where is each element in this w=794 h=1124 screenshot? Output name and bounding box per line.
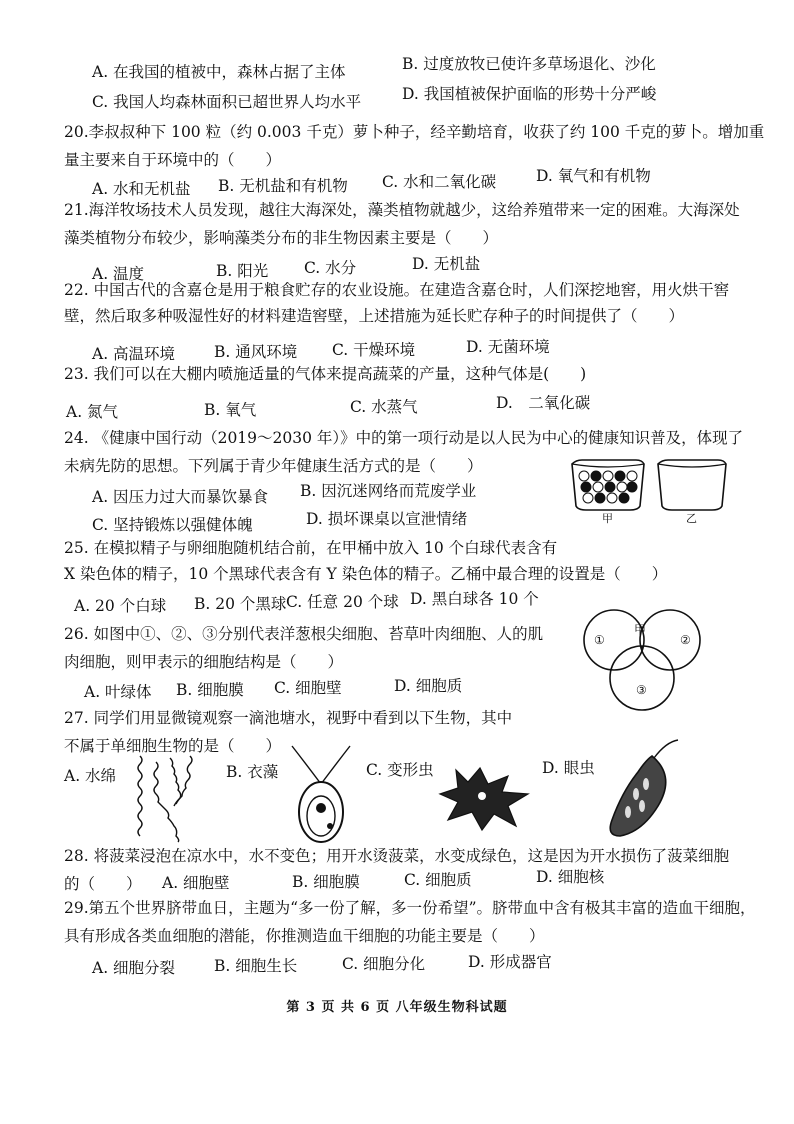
q24-option-c: C. 坚持锻炼以强健体魄: [92, 516, 253, 534]
q25-stem-line1: 25. 在模拟精子与卵细胞随机结合前，在甲桶中放入 10 个白球代表含有: [64, 539, 558, 557]
q28-option-c: C. 细胞质: [404, 871, 472, 889]
q24-stem-line2: 未病先防的思想。下列属于青少年健康生活方式的是（ ）: [64, 457, 483, 475]
euglena-figure: [596, 736, 686, 842]
bucket-jia-label: 甲: [602, 512, 613, 524]
q28-option-d: D. 细胞核: [536, 868, 605, 886]
q27-stem-line1: 27. 同学们用显微镜观察一滴池塘水，视野中看到以下生物，其中: [64, 709, 513, 727]
q26-option-a: A. 叶绿体: [84, 683, 152, 701]
spirogyra-figure: [130, 752, 210, 844]
chlamydomonas-figure: [286, 744, 356, 848]
q29-stem-line2: 具有形成各类血细胞的潜能，你推测造血干细胞的功能主要是（ ）: [64, 927, 545, 945]
q27-option-c: C. 变形虫: [366, 761, 434, 779]
bucket-jia: [572, 460, 644, 510]
q21-stem-line1: 21.海洋牧场技术人员发现，越往大海深处，藻类植物就越少，这给养殖带来一定的困难。大海深处: [64, 201, 740, 219]
q26-stem-line2: 肉细胞，则甲表示的细胞结构是（ ）: [64, 653, 344, 671]
q26-stem-line1: 26. 如图中①、②、③分别代表洋葱根尖细胞、苔草叶肉细胞、人的肌: [64, 625, 544, 643]
q24-option-a: A. 因压力过大而暴饮暴食: [92, 488, 269, 506]
q27-option-d: D. 眼虫: [542, 759, 595, 777]
q24-option-d: D. 损坏课桌以宣泄情绪: [306, 510, 468, 528]
q22-option-c: C. 干燥环境: [332, 341, 416, 359]
q28-option-b: B. 细胞膜: [292, 873, 360, 891]
q23-option-b: B. 氧气: [204, 401, 257, 419]
venn-figure-svg: [566, 608, 726, 714]
chlamydomonas-svg: [286, 744, 356, 848]
q29-option-a: A. 细胞分裂: [92, 959, 176, 977]
q25-option-b: B. 20 个黑球: [194, 595, 287, 613]
q26-option-c: C. 细胞壁: [274, 679, 342, 697]
q26-option-b: B. 细胞膜: [176, 681, 244, 699]
q20-option-d: D. 氧气和有机物: [536, 167, 651, 185]
page-footer: 第 3 页 共 6 页 八年级生物科试题: [286, 1000, 508, 1015]
venn-circle-3: [610, 646, 674, 710]
venn-figure: [566, 608, 726, 714]
q25-option-a: A. 20 个白球: [74, 597, 167, 615]
bucket-figure-svg: [566, 452, 736, 524]
q24-option-b: B. 因沉迷网络而荒废学业: [300, 482, 477, 500]
q23-stem: 23. 我们可以在大棚内喷施适量的气体来提高蔬菜的产量，这种气体是( ): [64, 365, 587, 383]
amoeba-svg: [436, 764, 536, 834]
q28-stem-line2: 的（ ）: [64, 875, 142, 893]
q19-option-a: A. 在我国的植被中，森林占据了主体: [92, 63, 346, 81]
venn-label-2: ②: [680, 633, 691, 647]
q27-option-b: B. 衣藻: [226, 763, 279, 781]
q23-option-a: A. 氮气: [66, 403, 119, 421]
q22-option-a: A. 高温环境: [92, 345, 176, 363]
bucket-yi-label: 乙: [686, 512, 697, 524]
q20-stem-line2: 量主要来自于环境中的（ ）: [64, 151, 282, 169]
q27-stem-line2: 不属于单细胞生物的是（ ）: [64, 737, 282, 755]
q21-option-c: C. 水分: [304, 259, 357, 277]
q29-stem-line1: 29.第五个世界脐带血日，主题为“多一份了解，多一份希望”。脐带血中含有极其丰富的造血干细胞，: [64, 899, 756, 917]
q23-option-c: C. 水蒸气: [350, 398, 418, 416]
euglena-svg: [596, 736, 686, 842]
q27-option-a: A. 水绵: [64, 767, 117, 785]
q29-option-c: C. 细胞分化: [342, 955, 426, 973]
q19-option-d: D. 我国植被保护面临的形势十分严峻: [402, 85, 657, 103]
q19-option-c: C. 我国人均森林面积已超世界人均水平: [92, 93, 362, 111]
q29-option-d: D. 形成器官: [468, 953, 552, 971]
q23-option-d: D. 二氧化碳: [496, 394, 591, 412]
q21-stem-line2: 藻类植物分布较少，影响藻类分布的非生物因素主要是（ ）: [64, 229, 499, 247]
q25-option-d: D. 黑白球各 10 个: [410, 590, 539, 608]
q25-option-c: C. 任意 20 个球: [286, 593, 399, 611]
q28-option-a: A. 细胞壁: [162, 874, 230, 892]
q26-option-d: D. 细胞质: [394, 677, 463, 695]
q28-stem-line1: 28. 将菠菜浸泡在凉水中，水不变色；用开水烫菠菜，水变成绿色，这是因为开水损伤了菠菜细胞: [64, 847, 730, 865]
q20-option-a: A. 水和无机盐: [92, 180, 191, 198]
q22-stem-line1: 22. 中国古代的含嘉仓是用于粮食贮存的农业设施。在建造含嘉仓时，人们深挖地窖，用火烘干窖: [64, 281, 730, 299]
q21-option-d: D. 无机盐: [412, 255, 481, 273]
q29-option-b: B. 细胞生长: [214, 957, 298, 975]
q22-option-b: B. 通风环境: [214, 343, 298, 361]
venn-label-jia: 甲: [634, 623, 647, 637]
q19-option-b: B. 过度放牧已使许多草场退化、沙化: [402, 55, 656, 73]
venn-label-3: ③: [636, 683, 647, 697]
bucket-yi: [658, 460, 726, 510]
spirogyra-svg: [130, 752, 210, 844]
q20-option-c: C. 水和二氧化碳: [382, 173, 497, 191]
q20-stem-line1: 20.李叔叔种下 100 粒（约 0.003 千克）萝卜种子，经辛勤培育，收获了约 100 千克的萝卜。增加重: [64, 123, 765, 141]
venn-label-1: ①: [594, 633, 605, 647]
q24-stem-line1: 24. 《健康中国行动（2019～2030 年）》中的第一项行动是以人民为中心的健康知识普及，体现了: [64, 429, 744, 447]
q22-stem-line2: 壁，然后取多种吸湿性好的材料建造窖壁，上述措施为延长贮存种子的时间提供了（ ）: [64, 307, 685, 325]
amoeba-figure: [436, 764, 536, 834]
q21-option-a: A. 温度: [92, 265, 145, 283]
bucket-figure: [566, 452, 736, 524]
q25-stem-line2: X 染色体的精子，10 个黑球代表含有 Y 染色体的精子。乙桶中最合理的设置是（ ）: [64, 565, 668, 583]
q20-option-b: B. 无机盐和有机物: [218, 177, 348, 195]
q22-option-d: D. 无菌环境: [466, 338, 550, 356]
q21-option-b: B. 阳光: [216, 262, 269, 280]
